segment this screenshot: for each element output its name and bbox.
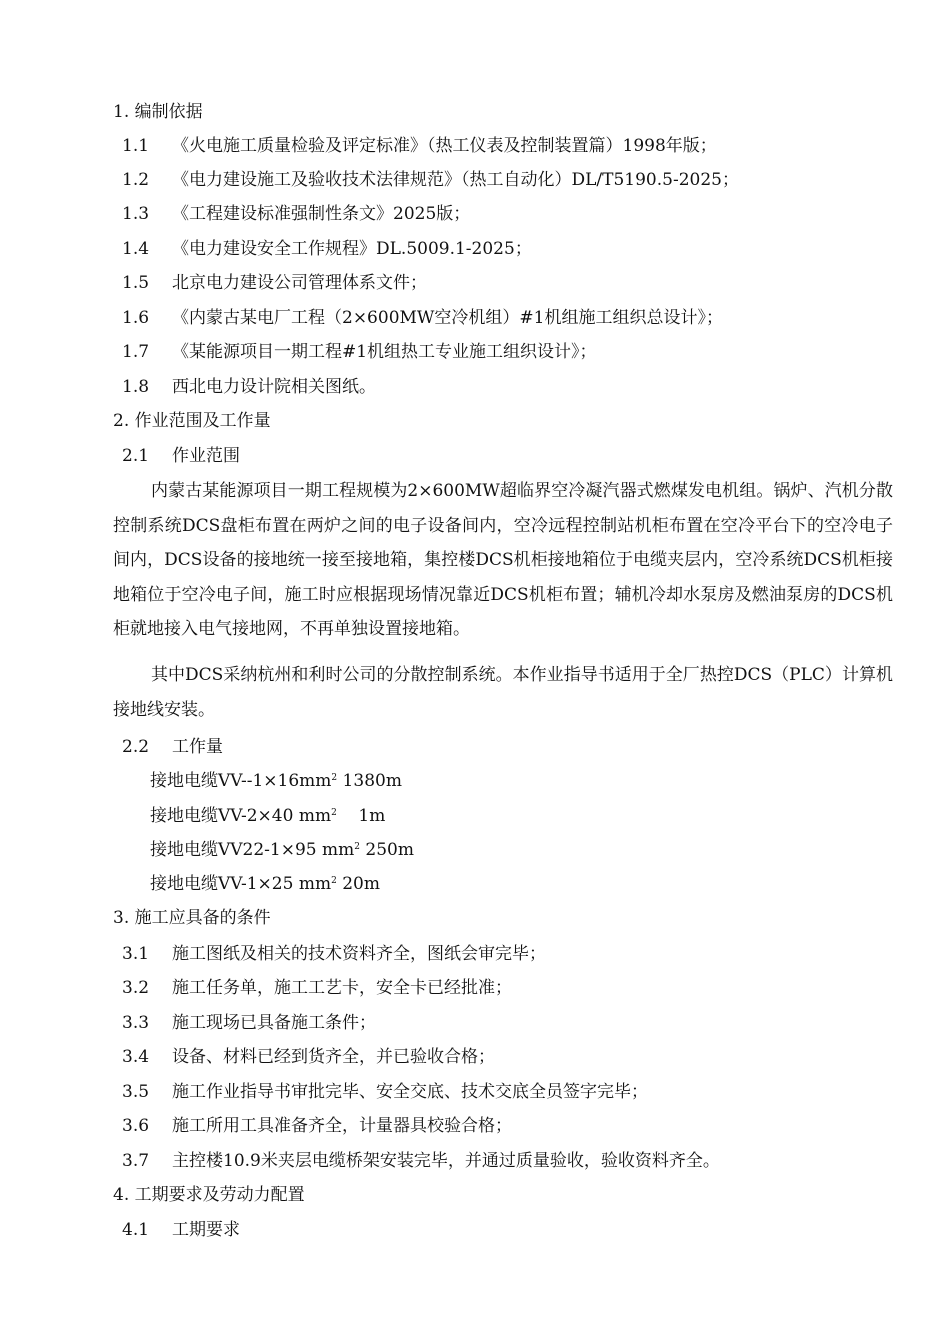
item-number: 1.5	[122, 273, 150, 293]
list-item	[122, 238, 532, 260]
section-2-heading: 2. 作业范围及工作量	[113, 411, 271, 431]
item-text: 《内蒙古某电厂工程（2×600MW空冷机组）#1机组施工组织总设计》；	[172, 308, 723, 328]
item-text: 西北电力设计院相关图纸。	[172, 377, 376, 397]
item-number: 3.3	[122, 1013, 150, 1033]
item-text: 主控楼10.9米夹层电缆桥架安装完毕，并通过质量验收，验收资料齐全。	[172, 1151, 720, 1171]
section-3-heading: 3. 施工应具备的条件	[113, 908, 271, 928]
item-number: 1.7	[122, 342, 150, 362]
section-4-heading: 4. 工期要求及劳动力配置	[113, 1185, 305, 1205]
item-text: 工作量	[172, 737, 223, 757]
item-text: 施工现场已具备施工条件；	[172, 1013, 376, 1033]
list-item	[122, 203, 470, 225]
item-text: 《电力建设施工及验收技术法律规范》（热工自动化）DL/T5190.5-2025；	[172, 170, 739, 190]
list-item	[122, 1115, 512, 1137]
item-number: 3.5	[122, 1082, 150, 1102]
list-item	[122, 943, 546, 965]
list-item	[122, 376, 376, 398]
item-number: 3.4	[122, 1047, 150, 1067]
item-number: 1.4	[122, 239, 150, 259]
subsection-heading	[122, 1219, 240, 1241]
item-text: 《电力建设安全工作规程》DL.5009.1-2025；	[172, 239, 532, 259]
cable-item: 接地电缆$VV--1\times 16mm^2$ 1380m	[150, 771, 402, 791]
paragraph-dcs: 其中DCS采纳杭州和利时公司的分散控制系统。本作业指导书适用于全厂热控DCS（PLC）计算机接地线安装。	[113, 665, 893, 720]
item-number: 2.1	[122, 446, 150, 466]
item-number: 3.2	[122, 978, 150, 998]
item-number: 4.1	[122, 1220, 150, 1240]
item-number: 1.8	[122, 377, 150, 397]
list-item	[122, 135, 717, 157]
section-1-heading: 1. 编制依据	[113, 102, 203, 122]
list-item	[122, 977, 512, 999]
cable-item: 接地电缆VV22-1×95 $mm^2$ 250m	[150, 840, 414, 860]
list-item	[122, 1012, 376, 1034]
cable-item: 接地电缆VV-2×40 $mm^2$ 1m	[150, 806, 386, 826]
item-number: 3.7	[122, 1151, 150, 1171]
item-number: 2.2	[122, 737, 150, 757]
item-text: 施工所用工具准备齐全，计量器具校验合格；	[172, 1116, 512, 1136]
item-text: 工期要求	[172, 1220, 240, 1240]
item-number: 3.6	[122, 1116, 150, 1136]
item-number: 1.2	[122, 170, 150, 190]
item-number: 3.1	[122, 944, 150, 964]
list-item	[122, 169, 739, 191]
item-text: 北京电力建设公司管理体系文件；	[172, 273, 427, 293]
list-item	[122, 1081, 648, 1103]
subsection-heading	[122, 736, 223, 758]
item-text: 作业范围	[172, 446, 240, 466]
list-item	[122, 307, 723, 329]
list-item	[122, 1046, 495, 1068]
item-text: 施工任务单，施工工艺卡，安全卡已经批准；	[172, 978, 512, 998]
item-text: 《某能源项目一期工程#1机组热工专业施工组织设计》；	[172, 342, 597, 362]
subsection-heading	[122, 445, 240, 467]
paragraph-scope: 内蒙古某能源项目一期工程规模为2×600MW超临界空冷凝汽器式燃煤发电机组。锅炉、汽机分散控制系统DCS盘柜布置在两炉之间的电子设备间内，空冷远程控制站机柜布置在空冷平台下的空冷电子间内，DCS设备的接地统一接至接地箱，集控楼DCS机柜接地箱位于电缆夹层内，空冷系统DCS机柜接地箱位于空冷电子间，施工时应根据现场情况靠近DCS机柜布置；辅机冷却水泵房及燃油泵房的DCS机柜就地接入电气接地网，不再单独设置接地箱。	[113, 481, 893, 639]
item-text: 《工程建设标准强制性条文》2025版；	[172, 204, 471, 224]
cable-item: 接地电缆VV-1×25 $mm^2$ 20m	[150, 874, 380, 894]
item-text: 施工图纸及相关的技术资料齐全，图纸会审完毕；	[172, 944, 546, 964]
list-item	[122, 341, 597, 363]
item-number: 1.3	[122, 204, 150, 224]
item-number: 1.6	[122, 308, 150, 328]
item-text: 《火电施工质量检验及评定标准》（热工仪表及控制装置篇）1998年版；	[172, 136, 717, 156]
list-item	[122, 272, 427, 294]
item-text: 设备、材料已经到货齐全，并已验收合格；	[172, 1047, 495, 1067]
list-item	[122, 1150, 720, 1172]
item-text: 施工作业指导书审批完毕、安全交底、技术交底全员签字完毕；	[172, 1082, 648, 1102]
item-number: 1.1	[122, 136, 150, 156]
